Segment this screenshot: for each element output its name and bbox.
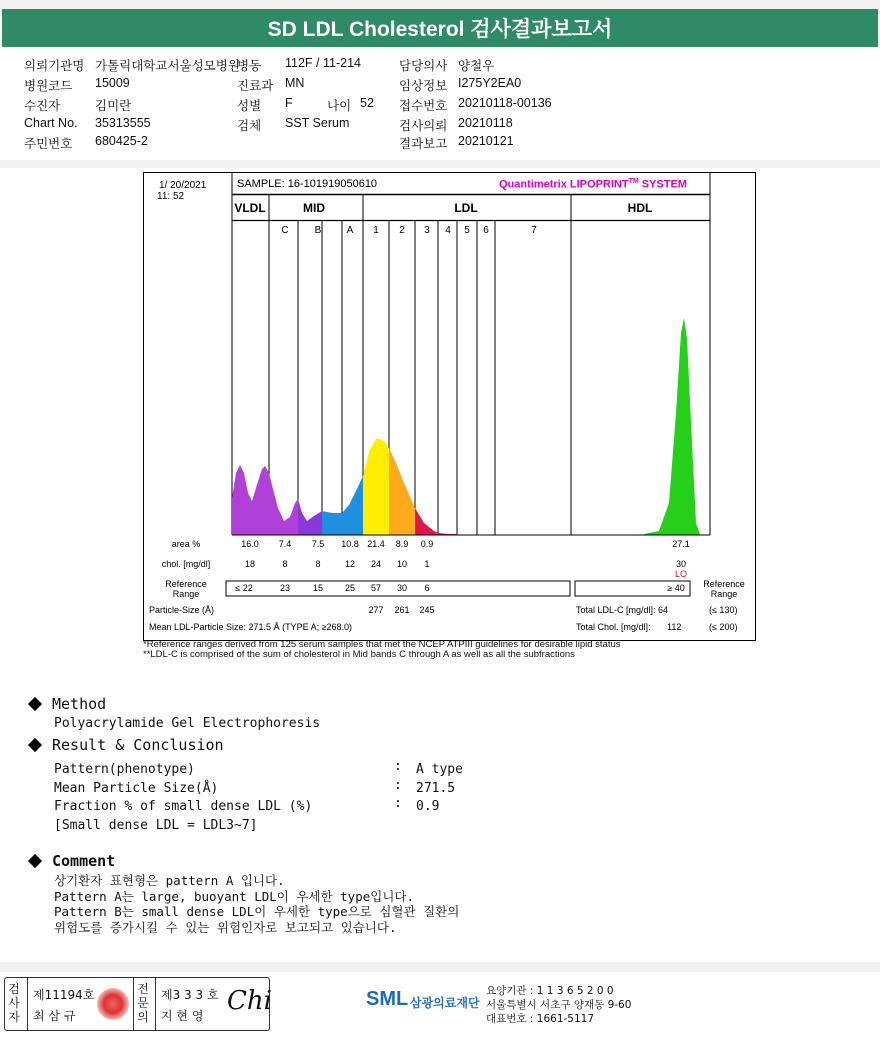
patient-value: 양철우 (458, 59, 495, 73)
age-label: 나이 (327, 99, 352, 113)
ref-value: 15 (312, 583, 323, 593)
ref-value: 30 (396, 583, 407, 593)
area-value: 8.9 (395, 539, 409, 549)
diamond-bullet-icon (28, 854, 42, 868)
footnote-1: *Reference ranges derived from 125 serum samples that met the NCEP ATPIII guidelines for desirable lipid status (143, 639, 621, 650)
patient-label: 검사의뢰 (399, 119, 448, 133)
band-label: 3 (424, 225, 430, 236)
result-label: Pattern(phenotype) (54, 762, 195, 777)
patient-value: 15009 (95, 76, 130, 90)
tester-vertical-label: 검 사 자 (8, 982, 20, 1024)
patient-label: 접수번호 (399, 99, 448, 113)
patient-value: 20210121 (458, 134, 514, 148)
hdl-ref-value: ≥ 40 (667, 583, 685, 593)
total-chol-value: 112 (667, 622, 682, 632)
method-heading: Method (30, 695, 106, 713)
patient-label: 병원코드 (24, 79, 73, 93)
lab-info (486, 984, 631, 1026)
area-value: 27.1 (672, 539, 690, 549)
area-value: 16.0 (241, 539, 259, 549)
expert-name: 지 현 영 (161, 1009, 204, 1023)
result-footnote: [Small dense LDL = LDL3~7] (54, 818, 258, 833)
area-value: 7.4 (278, 539, 292, 549)
chol-value: 1 (424, 559, 430, 569)
chol-row-label: chol. [mg/dl] (161, 559, 211, 569)
chol-value: 18 (244, 559, 255, 569)
result-separator: : (394, 759, 402, 774)
result-value: 0.9 (416, 799, 440, 814)
patient-label: 진료과 (237, 79, 274, 93)
sample-id: SAMPLE: 16-101919050610 (237, 178, 378, 190)
ref-value: ≤ 22 (235, 583, 253, 593)
band-label: 5 (464, 225, 470, 236)
band-label: 1 (373, 225, 379, 236)
total-ldl-range: (≤ 130) (709, 605, 738, 615)
result-label: Fraction % of small dense LDL (%) (54, 799, 313, 814)
footer-divider (0, 962, 880, 972)
patient-value: I275Y2EA0 (458, 76, 522, 90)
footnote-2: **LDL-C is comprised of the sum of cholesterol in Mid bands C through A as well as all the subfractions (143, 649, 575, 660)
patient-label: 검체 (237, 119, 262, 133)
patient-value: 35313555 (95, 116, 151, 130)
patient-value: 김미란 (95, 99, 132, 113)
ref-right-1: Reference (703, 579, 745, 589)
patient-label: 수진자 (24, 99, 61, 113)
patient-label: 결과보고 (399, 137, 448, 151)
ref-value: 25 (344, 583, 355, 593)
patient-value: 112F / 11-214 (285, 56, 361, 70)
result-heading: Result & Conclusion (30, 736, 224, 754)
comment-line: 위험도를 증가시킬 수 있는 위험인자로 보고되고 있습니다. (54, 919, 397, 935)
comment-heading: Comment (30, 852, 115, 870)
top-strip (0, 0, 880, 9)
area-value: 10.8 (341, 539, 359, 549)
patient-label: 담당의사 (399, 59, 448, 73)
total-ldl-label: Total LDL-C [mg/dl]: 64 (576, 605, 669, 615)
band-label: 4 (445, 225, 451, 236)
total-chol-range: (≤ 200) (709, 622, 738, 632)
patient-label: 주민번호 (24, 137, 73, 151)
ref-row-label-1: Reference (165, 579, 207, 589)
particle-row-label: Particle-Size (Å) (149, 605, 215, 615)
band-label: C (281, 225, 289, 236)
ref-value: 23 (279, 583, 290, 593)
band-label: 2 (399, 225, 405, 236)
hdl-lo-flag: LO (674, 569, 687, 579)
expert-signature: Chi (227, 986, 272, 1016)
patient-value: 20210118-00136 (458, 96, 552, 110)
area-value: 21.4 (367, 539, 385, 549)
comment-line: Pattern B는 small dense LDL이 우세한 type으로 심혈관 질환의 (54, 904, 460, 919)
result-separator: : (394, 796, 402, 811)
area-row-label: area % (171, 539, 201, 549)
ref-right-2: Range (710, 589, 738, 599)
patient-label: Chart No. (24, 116, 78, 130)
lab-logo: SML (366, 988, 409, 1010)
report-time: 11: 52 (157, 191, 185, 202)
mid-heading: MID (303, 201, 325, 215)
patient-value: MN (285, 76, 305, 90)
ldl3-area (415, 508, 438, 535)
patient-value: 20210118 (458, 116, 513, 130)
band-label: B (314, 225, 322, 236)
area-value: 0.9 (420, 539, 434, 549)
signature-box (4, 977, 270, 1031)
patient-value: 가톨릭대학교서울성모병원 (95, 59, 240, 73)
diamond-bullet-icon (28, 697, 42, 711)
ldl-heading: LDL (454, 201, 478, 215)
comment-line: Pattern A는 large, buoyant LDL이 우세한 type입니다. (54, 888, 414, 904)
ldl1-area (363, 438, 389, 535)
lab-name: 삼광의료재단 (410, 996, 480, 1010)
lab-code: 요양기관 : 1 1 3 6 5 2 0 0 (486, 985, 614, 997)
patient-value: 680425-2 (95, 134, 148, 148)
vldl-heading: VLDL (234, 201, 266, 215)
hdl-heading: HDL (627, 201, 653, 215)
chol-value: 10 (396, 559, 407, 569)
patient-label: 의뢰기관명 (24, 59, 85, 73)
patient-value: F (285, 96, 293, 110)
age-value: 52 (360, 96, 374, 110)
patient-label: 병동 (237, 59, 262, 73)
particle-value: 245 (419, 605, 435, 615)
tester-license: 제11194호 (33, 988, 95, 1002)
ldl2-area (389, 448, 415, 535)
vldl-peak (232, 465, 269, 535)
footnotes (143, 640, 621, 660)
patient-label: 임상정보 (399, 79, 448, 93)
tester-seal (97, 988, 129, 1020)
chol-value: 8 (282, 559, 288, 569)
patient-value: SST Serum (285, 116, 350, 130)
chol-value: 8 (315, 559, 321, 569)
vldl-tail (269, 473, 298, 535)
mean-particle-label: Mean LDL-Particle Size: 271.5 Å (TYPE A; ≥268.0) (149, 622, 353, 632)
lab-phone: 대표번호 : 1661-5117 (486, 1013, 595, 1025)
area-value: 7.5 (311, 539, 325, 549)
chol-value: 12 (344, 559, 355, 569)
ref-value: 6 (424, 583, 430, 593)
particle-value: 261 (394, 605, 410, 615)
chol-value: 30 (675, 559, 686, 569)
band-label: 7 (531, 225, 537, 236)
expert-vertical-label: 전 문 의 (137, 982, 149, 1024)
band-c-area (298, 499, 322, 535)
hdl-peak (644, 318, 700, 535)
lab-address: 서울특별시 서초구 양재동 9-60 (486, 999, 632, 1011)
report-date: 1/ 20/2021 (159, 180, 207, 191)
result-label: Mean Particle Size(Å) (54, 781, 219, 796)
section-divider (0, 160, 880, 168)
patient-label: 성별 (237, 99, 262, 113)
ref-row-label-2: Range (172, 589, 200, 599)
ref-value: 57 (370, 583, 381, 593)
system-name: Quantimetrix LIPOPRINT™ SYSTEM (499, 178, 687, 191)
result-value: A type (416, 762, 463, 777)
chol-value: 24 (370, 559, 381, 569)
method-text: Polyacrylamide Gel Electrophoresis (54, 716, 321, 731)
report-title: SD LDL Cholesterol 검사결과보고서 (2, 9, 878, 47)
comment-line: 상기환자 표현형은 pattern A 입니다. (54, 873, 285, 888)
total-chol-label: Total Chol. [mg/dl]: (576, 622, 651, 632)
particle-value: 277 (368, 605, 384, 615)
band-label: A (346, 225, 354, 236)
lipoprint-report (143, 172, 756, 641)
diamond-bullet-icon (28, 738, 42, 752)
result-separator: : (394, 778, 402, 793)
band-label: 6 (483, 225, 489, 236)
expert-license: 제3 3 3 호 (161, 988, 219, 1002)
result-value: 271.5 (416, 781, 456, 796)
tester-name: 최 삼 규 (33, 1009, 76, 1023)
